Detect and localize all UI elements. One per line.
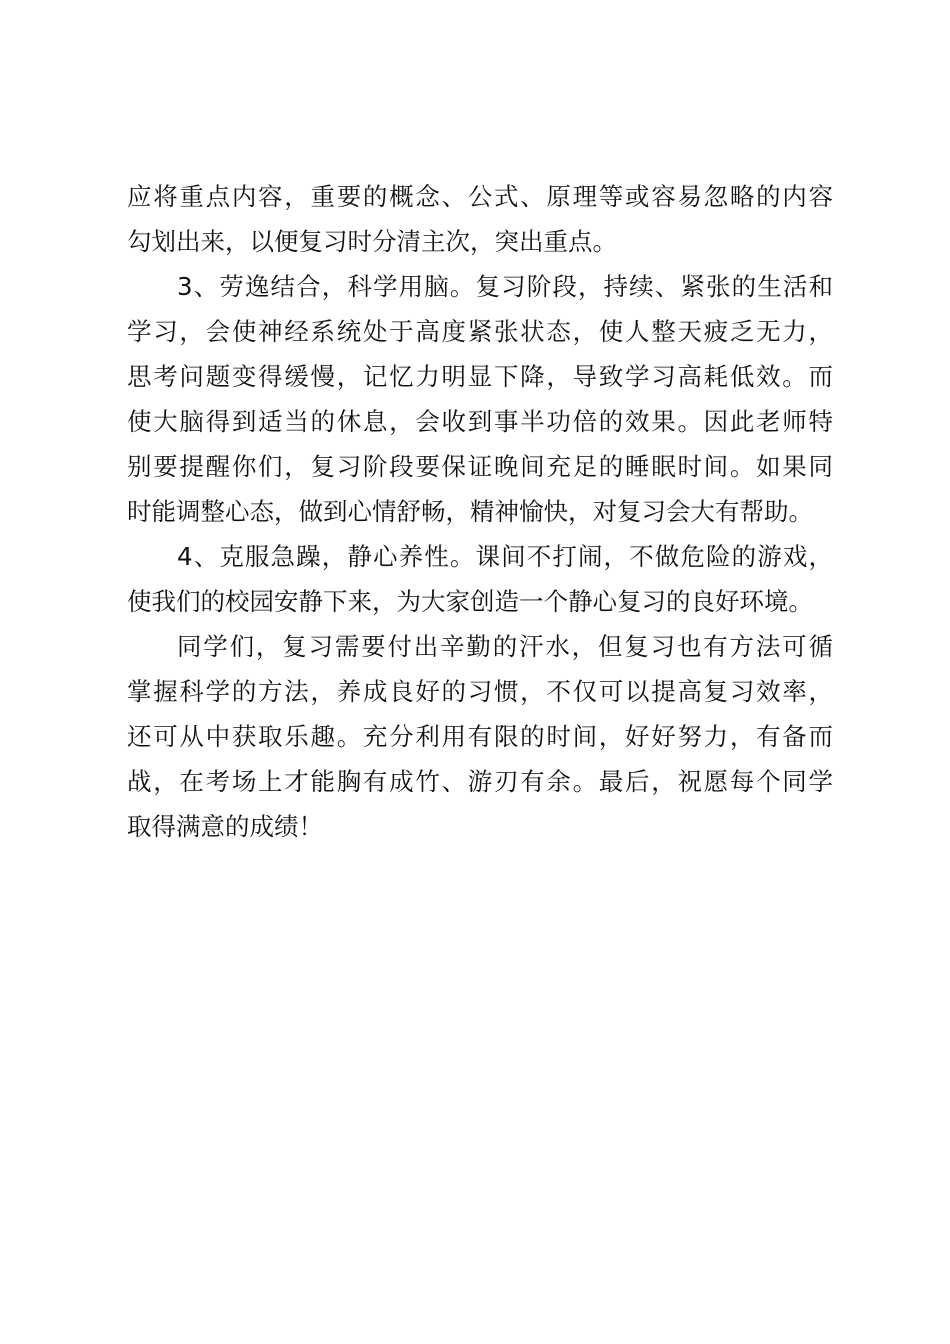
paragraph-start-line: 3、劳逸结合，科学用脑。复习阶段，持续、紧张的生活和 <box>177 272 833 301</box>
text-line: 时能调整心态，做到心情舒畅，精神愉快，对复习会大有帮助。 <box>127 497 813 526</box>
text-line: 思考问题变得缓慢，记忆力明显下降，导致学习高耗低效。而 <box>127 362 833 391</box>
text-line: 使大脑得到适当的休息，会收到事半功倍的效果。因此老师特 <box>127 407 833 436</box>
text-line: 取得满意的成绩！ <box>127 812 323 841</box>
text-line: 应将重点内容，重要的概念、公式、原理等或容易忽略的内容 <box>127 182 833 211</box>
paragraph-start-line: 4、克服急躁，静心养性。课间不打闹，不做危险的游戏， <box>177 542 833 571</box>
text-line: 学习，会使神经系统处于高度紧张状态，使人整天疲乏无力， <box>127 317 833 346</box>
text-line: 别要提醒你们，复习阶段要保证晚间充足的睡眠时间。如果同 <box>127 452 833 481</box>
text-line: 使我们的校园安静下来，为大家创造一个静心复习的良好环境。 <box>127 587 813 616</box>
document-body <box>127 174 833 849</box>
text-line: 还可从中获取乐趣。充分利用有限的时间，好好努力，有备而 <box>127 722 833 751</box>
text-line: 勾划出来，以便复习时分清主次，突出重点。 <box>127 227 617 256</box>
text-line: 战，在考场上才能胸有成竹、游刃有余。最后，祝愿每个同学 <box>127 767 833 796</box>
paragraph-start-line: 同学们，复习需要付出辛勤的汗水，但复习也有方法可循 <box>177 632 833 661</box>
text-line: 掌握科学的方法，养成良好的习惯，不仅可以提高复习效率， <box>127 677 833 706</box>
